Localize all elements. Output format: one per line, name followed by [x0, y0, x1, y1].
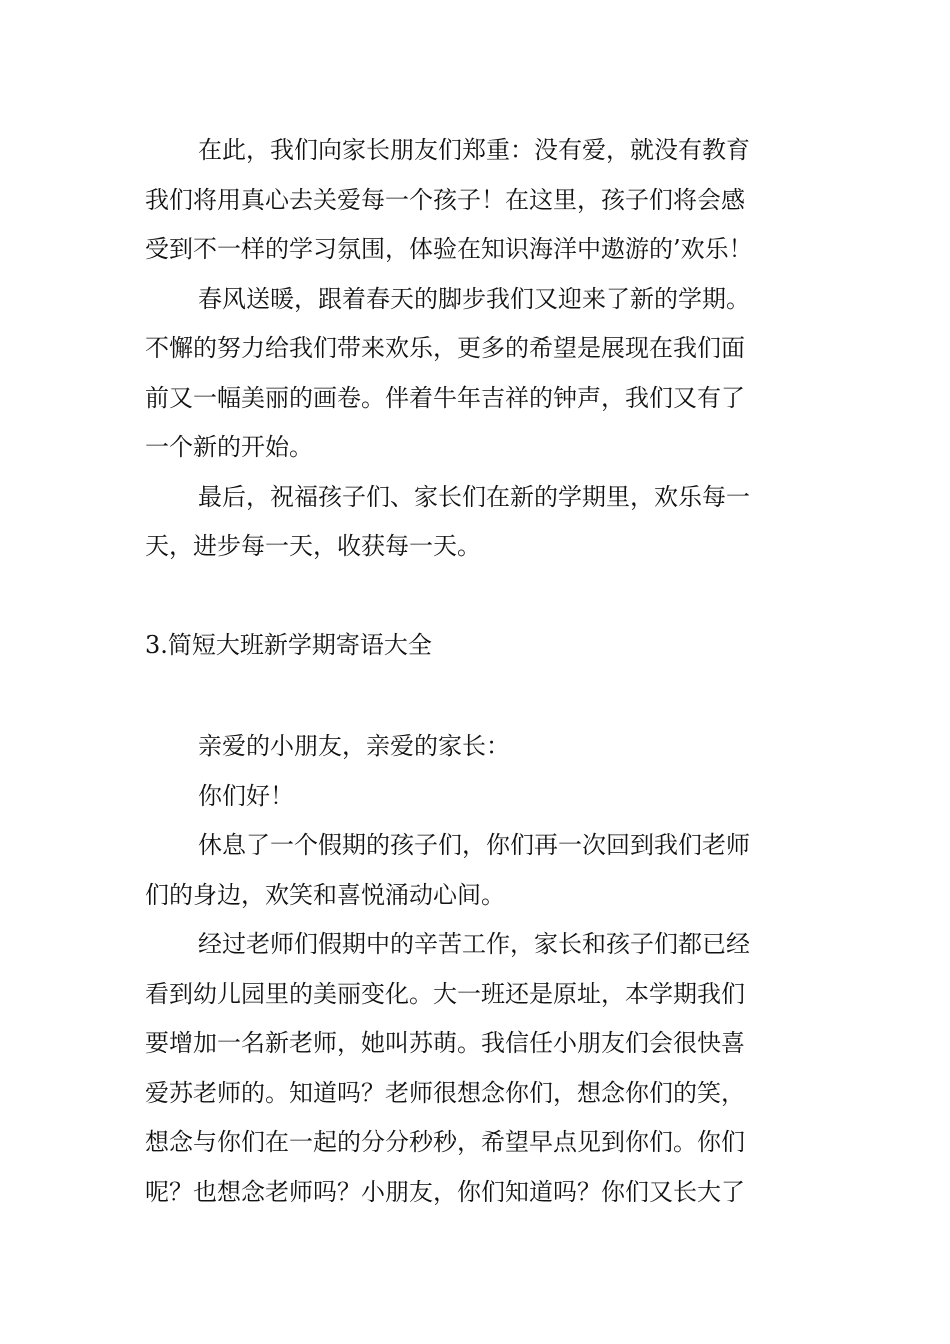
text-line: 爱苏老师的。知道吗？老师很想念你们，想念你们的笑，: [145, 1078, 745, 1107]
text-line: 想念与你们在一起的分分秒秒，希望早点见到你们。你们: [145, 1128, 745, 1156]
body-text-top: [145, 126, 809, 572]
text-line: 要增加一名新老师，她叫苏萌。我信任小朋友们会很快喜: [145, 1029, 745, 1057]
text-line: 天，进步每一天，收获每一天。: [145, 532, 481, 560]
text-line: 前又一幅美丽的画卷。伴着牛年吉祥的钟声，我们又有了: [145, 383, 745, 412]
text-line: 受到不一样的学习氛围，体验在知识海洋中遨游的’欢乐！: [145, 235, 753, 263]
section-heading: 3.简短大班新学期寄语大全: [145, 631, 432, 659]
text-line: 呢？也想念老师吗？小朋友，你们知道吗？你们又长大了: [145, 1177, 745, 1206]
text-line: 一个新的开始。: [145, 433, 313, 461]
body-text-bottom: [145, 722, 809, 1217]
text-line: 经过老师们假期中的辛苦工作，家长和孩子们都已经: [198, 930, 750, 958]
text-line: 最后，祝福孩子们、家长们在新的学期里，欢乐每一: [198, 482, 750, 511]
text-line: 休息了一个假期的孩子们，你们再一次回到我们老师: [198, 831, 750, 859]
text-line: 在此，我们向家长朋友们郑重：没有爱，就没有教育: [198, 136, 750, 164]
text-line: 们的身边，欢笑和喜悦涌动心间。: [145, 880, 505, 909]
text-line: 看到幼儿园里的美丽变化。大一班还是原址，本学期我们: [145, 979, 745, 1008]
text-line: 不懈的努力给我们带来欢乐，更多的希望是展现在我们面: [145, 334, 745, 362]
text-line: 你们好！: [198, 781, 294, 810]
text-line: 春风送暖，跟着春天的脚步我们又迎来了新的学期。: [198, 284, 750, 313]
text-line: 亲爱的小朋友，亲爱的家长：: [198, 732, 510, 760]
text-line: 我们将用真心去关爱每一个孩子！在这里，孩子们将会感: [145, 185, 745, 214]
